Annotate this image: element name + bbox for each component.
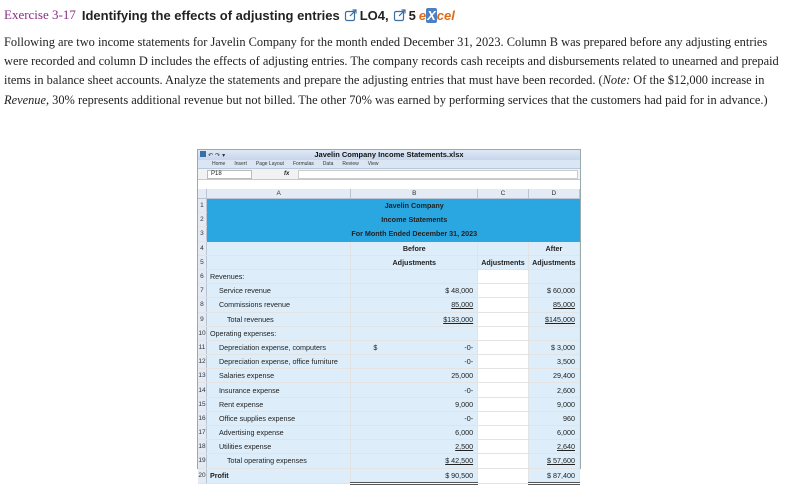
after-value[interactable]: $ 87,400 xyxy=(528,468,579,483)
formula-bar xyxy=(198,169,580,180)
ribbon-tab[interactable]: Formulas xyxy=(292,161,314,167)
line-label[interactable]: Service revenue xyxy=(206,284,350,298)
line-label[interactable]: Operating expenses: xyxy=(206,326,350,340)
row-header[interactable]: 10 xyxy=(198,326,206,340)
row-header[interactable]: 9 xyxy=(198,312,206,326)
row-header[interactable]: 3 xyxy=(198,227,206,241)
before-value[interactable]: $ -0- xyxy=(351,340,478,354)
before-value[interactable]: 6,000 xyxy=(351,426,478,440)
ribbon-tab[interactable]: Home xyxy=(212,161,226,167)
row-header[interactable]: 8 xyxy=(198,298,206,312)
column-header[interactable]: C xyxy=(478,189,529,199)
learning-objective: LO4, xyxy=(359,7,389,23)
adjustment-cell[interactable] xyxy=(478,312,529,326)
after-value[interactable] xyxy=(528,269,579,283)
before-value[interactable]: $ 90,500 xyxy=(351,468,478,483)
adjustment-cell[interactable] xyxy=(478,369,529,383)
quick-access-toolbar[interactable] xyxy=(200,151,225,161)
before-value[interactable]: $133,000 xyxy=(351,312,478,326)
row-header[interactable]: 2 xyxy=(198,213,206,227)
ribbon-tab[interactable]: Data xyxy=(322,161,334,167)
row-header[interactable]: 4 xyxy=(198,241,206,255)
line-label[interactable]: Advertising expense xyxy=(206,426,350,440)
statement-period: For Month Ended December 31, 2023 xyxy=(351,227,478,241)
row-header[interactable]: 14 xyxy=(198,383,206,397)
adjustment-cell[interactable] xyxy=(478,298,529,312)
line-label[interactable]: Depreciation expense, computers xyxy=(206,340,350,354)
before-value[interactable]: 25,000 xyxy=(351,369,478,383)
table-row xyxy=(198,426,580,440)
before-value[interactable] xyxy=(351,269,478,283)
before-value[interactable]: $ 48,000 xyxy=(351,284,478,298)
row-header[interactable]: 5 xyxy=(198,255,206,269)
row-header[interactable]: 16 xyxy=(198,411,206,425)
after-value[interactable]: 2,640 xyxy=(528,440,579,454)
row-header[interactable]: 7 xyxy=(198,284,206,298)
column-header[interactable]: A xyxy=(206,189,350,199)
table-row xyxy=(198,355,580,369)
after-value[interactable]: $ 60,000 xyxy=(528,284,579,298)
after-value[interactable]: 6,000 xyxy=(528,426,579,440)
spreadsheet-grid xyxy=(198,189,580,485)
row-header[interactable]: 12 xyxy=(198,355,206,369)
exercise-label: Exercise 3-17 xyxy=(4,7,76,22)
after-value[interactable]: $145,000 xyxy=(528,312,579,326)
exercise-header xyxy=(4,5,455,25)
line-label[interactable]: Commissions revenue xyxy=(206,298,350,312)
table-row xyxy=(198,468,580,483)
formula-input[interactable] xyxy=(298,170,578,179)
column-header[interactable]: D xyxy=(528,189,579,199)
after-value[interactable]: 29,400 xyxy=(528,369,579,383)
workbook-title: Javelin Company Income Statements.xlsx xyxy=(314,150,464,159)
excel-count: 5 xyxy=(408,7,416,23)
col-d-header: After xyxy=(528,241,579,255)
line-label[interactable]: Profit xyxy=(206,468,350,483)
table-row xyxy=(198,440,580,454)
exercise-title: Identifying the effects of adjusting entries xyxy=(81,7,340,23)
ribbon-tabs xyxy=(198,160,580,169)
after-value[interactable]: 3,500 xyxy=(528,355,579,369)
row-header[interactable]: 15 xyxy=(198,397,206,411)
line-label[interactable]: Revenues: xyxy=(206,269,350,283)
col-d-header: Adjustments xyxy=(528,255,579,269)
excel-app-icon xyxy=(200,151,206,157)
adjustment-cell[interactable] xyxy=(478,468,529,483)
before-value[interactable] xyxy=(351,326,478,340)
external-link-icon[interactable] xyxy=(345,9,357,21)
table-row xyxy=(198,326,580,340)
column-header[interactable]: B xyxy=(351,189,478,199)
after-value[interactable]: 9,000 xyxy=(528,397,579,411)
ribbon-tab[interactable]: Page Layout xyxy=(255,161,284,167)
ribbon-tab[interactable]: Review xyxy=(342,161,359,167)
after-value[interactable]: $ 57,600 xyxy=(528,454,579,468)
table-row xyxy=(198,454,580,468)
row-header[interactable]: 11 xyxy=(198,340,206,354)
table-row xyxy=(198,369,580,383)
redo-icon: ↷ xyxy=(215,153,221,159)
line-label[interactable]: Office supplies expense xyxy=(206,411,350,425)
col-b-header: Adjustments xyxy=(351,255,478,269)
table-row xyxy=(198,269,580,283)
line-label[interactable]: Utilities expense xyxy=(206,440,350,454)
statement-title: Income Statements xyxy=(351,213,478,227)
company-name: Javelin Company xyxy=(351,199,478,213)
row-header[interactable]: 1 xyxy=(198,199,206,213)
table-row xyxy=(198,411,580,425)
excel-logo: eXcel xyxy=(418,7,455,23)
table-row xyxy=(198,383,580,397)
line-label[interactable]: Insurance expense xyxy=(206,383,350,397)
line-label[interactable]: Rent expense xyxy=(206,397,350,411)
note-label: Note: xyxy=(602,73,631,88)
name-box[interactable]: P18 xyxy=(207,170,252,179)
col-b-header: Before xyxy=(351,241,478,255)
corner-cell[interactable] xyxy=(198,189,206,199)
ribbon-tab[interactable]: View xyxy=(367,161,379,167)
before-value[interactable]: 85,000 xyxy=(351,298,478,312)
adjustment-cell[interactable] xyxy=(478,269,529,283)
before-value[interactable]: 2,500 xyxy=(351,440,478,454)
row-header[interactable]: 20 xyxy=(198,468,206,483)
adjustment-cell[interactable] xyxy=(478,340,529,354)
before-value[interactable]: 9,000 xyxy=(351,397,478,411)
row-header[interactable]: 13 xyxy=(198,369,206,383)
adjustment-cell[interactable] xyxy=(478,355,529,369)
row-header[interactable]: 18 xyxy=(198,440,206,454)
after-value[interactable] xyxy=(528,326,579,340)
adjustment-cell[interactable] xyxy=(478,326,529,340)
adjustment-cell[interactable] xyxy=(478,454,529,468)
undo-icon: ↶ xyxy=(208,153,214,159)
table-row xyxy=(198,284,580,298)
after-value[interactable]: $ 3,000 xyxy=(528,340,579,354)
fx-icon: fx xyxy=(284,171,290,177)
adjustment-cell[interactable] xyxy=(478,411,529,425)
table-row xyxy=(198,397,580,411)
adjustment-cell[interactable] xyxy=(478,284,529,298)
line-label[interactable]: Depreciation expense, office furniture xyxy=(206,355,350,369)
after-value[interactable]: 2,600 xyxy=(528,383,579,397)
before-value[interactable]: -0- xyxy=(351,411,478,425)
row-header[interactable]: 6 xyxy=(198,269,206,283)
exercise-instructions: Following are two income statements for Javelin Company for the month ended December 31, 2023. Column B was prepared before any adjusting entries were recorded and column D includes the effects of adjusting entries. The company records cash receipts and disbursements related to unearned and prepaid items in balance sheet accounts. Analyze the statements and prepare the adjusting entries that must have been recorded. (Note: Of the $12,000 increase in Revenue, 30% represents additional revenue but not billed. The other 70% was earned by performing services that the customers had paid for in advance.) xyxy=(4,35,779,107)
before-value[interactable]: -0- xyxy=(351,383,478,397)
before-value[interactable]: $ 42,500 xyxy=(351,454,478,468)
line-label[interactable]: Total revenues xyxy=(206,312,350,326)
adjustment-cell[interactable] xyxy=(478,383,529,397)
excel-window xyxy=(197,149,581,481)
external-link-icon[interactable] xyxy=(394,9,406,21)
before-value[interactable]: -0- xyxy=(351,355,478,369)
line-label[interactable]: Salaries expense xyxy=(206,369,350,383)
table-row xyxy=(198,340,580,354)
ribbon-tab[interactable]: Insert xyxy=(234,161,247,167)
row-header[interactable]: 19 xyxy=(198,454,206,468)
adjustment-cell[interactable] xyxy=(478,426,529,440)
adjustment-cell[interactable] xyxy=(478,397,529,411)
after-value[interactable]: 960 xyxy=(528,411,579,425)
row-header[interactable]: 17 xyxy=(198,426,206,440)
table-row xyxy=(198,298,580,312)
line-label[interactable]: Total operating expenses xyxy=(206,454,350,468)
table-row xyxy=(198,312,580,326)
excel-titlebar xyxy=(198,150,580,160)
dropdown-icon: ▾ xyxy=(222,153,226,159)
after-value[interactable]: 85,000 xyxy=(528,298,579,312)
col-c-header: Adjustments xyxy=(478,255,529,269)
adjustment-cell[interactable] xyxy=(478,440,529,454)
